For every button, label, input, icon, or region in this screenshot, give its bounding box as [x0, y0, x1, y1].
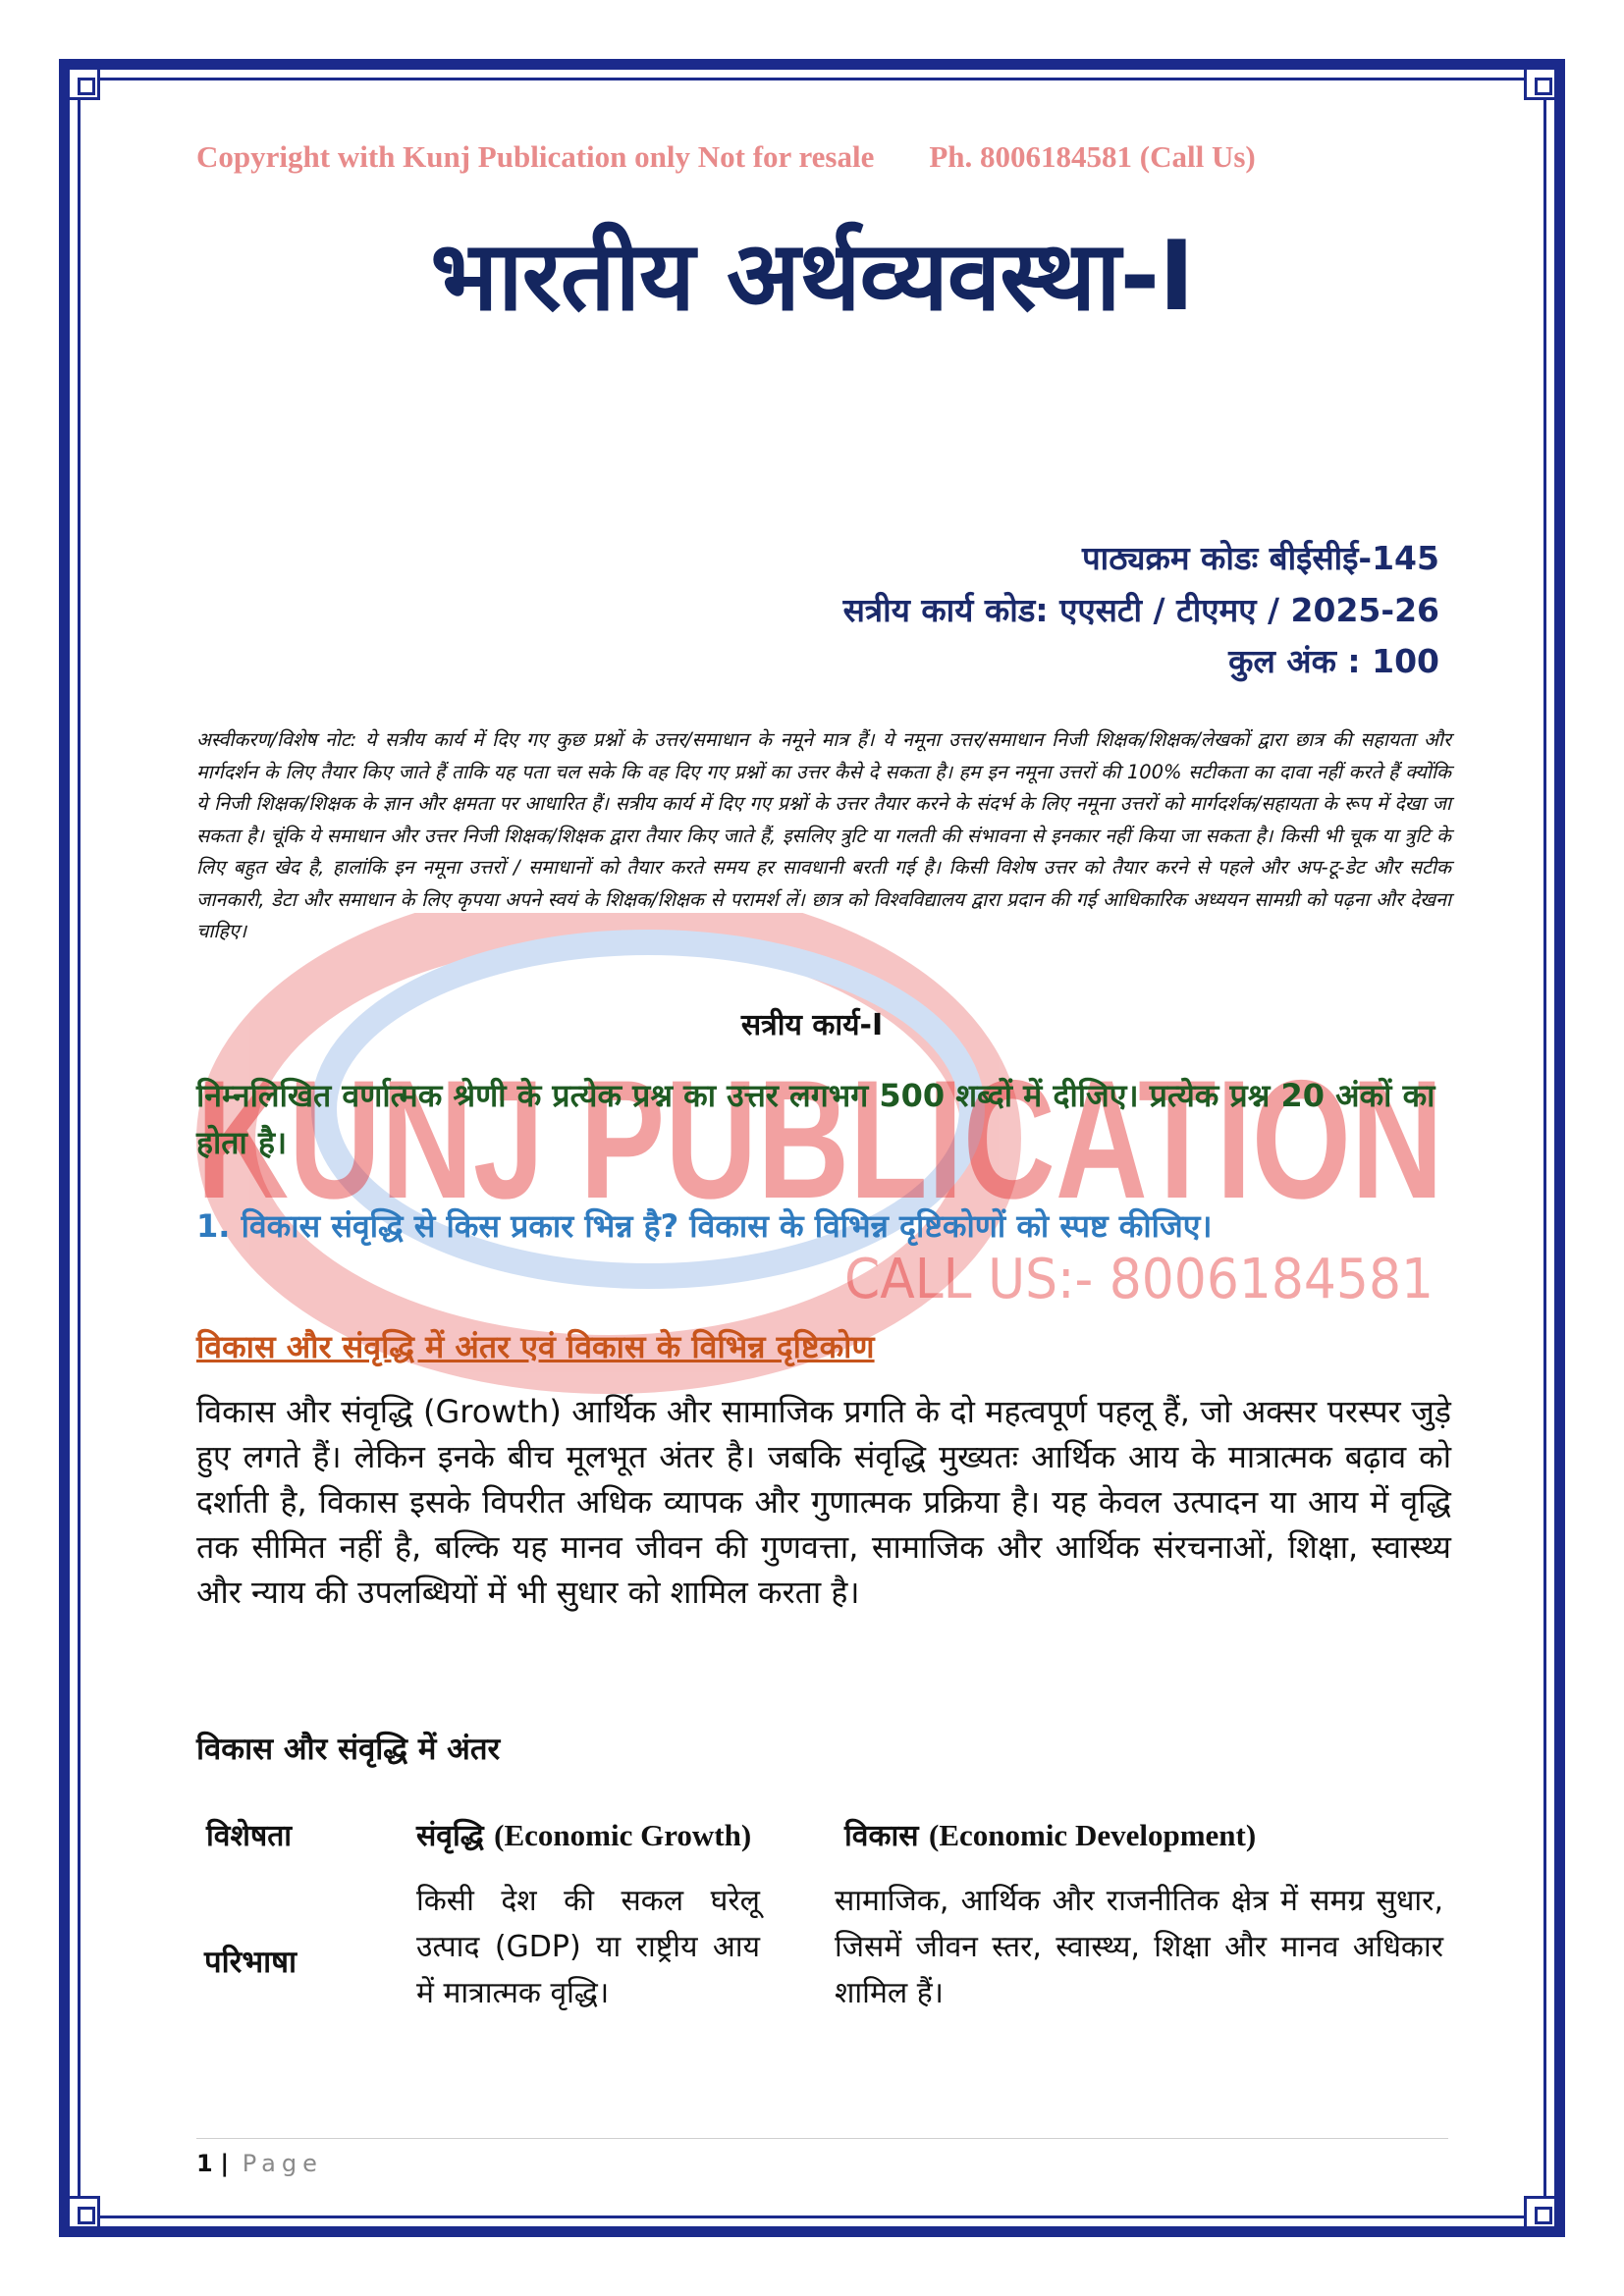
question-1: 1. विकास संवृद्धि से किस प्रकार भिन्न है? विकास के विभिन्न दृष्टिकोणों को स्पष्ट कीजिए। [196, 1207, 1213, 1245]
table-header-growth-hi: संवृद्धि [416, 1819, 484, 1853]
table-header-development [844, 1814, 1256, 1854]
border-corner-ornament [67, 2196, 100, 2229]
border-corner-ornament [67, 67, 100, 100]
footer-separator: | [220, 2150, 230, 2177]
table-row-label-definition: परिभाषा [204, 1945, 298, 1980]
table-header-feature: विशेषता [206, 1819, 293, 1853]
assignment-heading: सत्रीय कार्य-I [740, 1008, 884, 1042]
total-marks: कुल अंक : 100 [1228, 642, 1439, 680]
watermark-call-text: CALL US:- 8006184581 [844, 1248, 1434, 1311]
watermark-brand-text: KUNJ PUBLICATION [196, 1045, 1443, 1234]
page-number: 1 [196, 2150, 213, 2177]
instruction-text: निम्नलिखित वर्णात्मक श्रेणी के प्रत्येक प्रश्न का उत्तर लगभग 500 शब्दों में दीजिए। प्रत्येक प्रश्न 20 अंकों का होता है। [196, 1077, 1435, 1161]
answer-heading: विकास और संवृद्धि में अंतर एवं विकास के विभिन्न दृष्टिकोण [196, 1328, 875, 1365]
table-header-growth [416, 1814, 751, 1854]
table-header-development-hi: विकास [844, 1819, 919, 1853]
phone-text: Ph. 8006184581 (Call Us) [929, 139, 1256, 174]
assignment-code: सत्रीय कार्य कोड: एएसटी / टीएमए / 2025-26 [842, 591, 1439, 629]
border-corner-ornament [1524, 67, 1557, 100]
table-cell-growth-definition: किसी देश की सकल घरेलू उत्पाद (GDP) या राष्ट्रीय आय में मात्रात्मक वृद्धि। [416, 1884, 760, 2010]
page-label: Page [242, 2150, 323, 2177]
table-header-growth-en: (Economic Growth) [494, 1818, 752, 1852]
table-header-development-en: (Economic Development) [929, 1818, 1257, 1852]
border-corner-ornament [1524, 2196, 1557, 2229]
document-title: भारतीय अर्थव्यवस्था-I [430, 221, 1194, 333]
table-cell-development-definition: सामाजिक, आर्थिक और राजनीतिक क्षेत्र में समग्र सुधार, जिसमें जीवन स्तर, स्वास्थ्य, शिक्षा और मानव अधिकार शामिल हैं। [835, 1884, 1443, 2010]
copyright-line [196, 139, 1443, 175]
answer-paragraph: विकास और संवृद्धि (Growth) आर्थिक और सामाजिक प्रगति के दो महत्वपूर्ण पहलू हैं, जो अक्सर परस्पर जुड़े हुए लगते हैं। लेकिन इनके बीच मूलभूत अंतर है। जबकि संवृद्धि मुख्यतः आर्थिक आय के मात्रात्मक बढ़ाव को दर्शाती है, विकास इसके विपरीत अधिक व्यापक और गुणात्मक प्रक्रिया है। यह केवल उत्पादन या आय में वृद्धि तक सीमित नहीं है, बल्कि यह मानव जीवन की गुणवत्ता, सामाजिक और आर्थिक संरचनाओं, शिक्षा, स्वास्थ्य और न्याय की उपलब्धियों में भी सुधार को शामिल करता है। [196, 1393, 1451, 1611]
course-code: पाठ्यक्रम कोडः बीईसीई-145 [1081, 539, 1439, 577]
copyright-text: Copyright with Kunj Publication only Not for resale [196, 139, 875, 174]
footer-divider [196, 2138, 1448, 2139]
comparison-heading: विकास और संवृद्धि में अंतर [196, 1732, 501, 1767]
page-footer [196, 2150, 323, 2177]
disclaimer-note: अस्वीकरण/विशेष नोट: ये सत्रीय कार्य में दिए गए कुछ प्रश्नों के उत्तर/समाधान के नमूने मात्र हैं। ये नमूना उत्तर/समाधान निजी शिक्षक/शिक्षक/लेखकों द्वारा छात्र की सहायता और मार्गदर्शन के लिए तैयार किए जाते हैं ताकि यह पता चल सके कि वह दिए गए प्रश्नों का उत्तर कैसे दे सकता है। हम इन नमूना उत्तरों की 100% सटीकता का दावा नहीं करते हैं क्योंकि ये निजी शिक्षक/शिक्षक के ज्ञान और क्षमता पर आधारित हैं। सत्रीय कार्य में दिए गए प्रश्नों के उत्तर तैयार करने के संदर्भ के लिए नमूना उत्तरों को मार्गदर्शक/सहायता के रूप में देखा जा सकता है। चूंकि ये समाधान और उत्तर निजी शिक्षक/शिक्षक द्वारा तैयार किए जाते हैं, इसलिए त्रुटि या गलती की संभावना से इनकार नहीं किया जा सकता है। किसी भी चूक या त्रुटि के लिए बहुत खेद है, हालांकि इन नमूना उत्तरों / समाधानों को तैयार करते समय हर सावधानी बरती गई है। किसी विशेष उत्तर को तैयार करने से पहले और अप-टू-डेट और सटीक जानकारी, डेटा और समाधान के लिए कृपया अपने स्वयं के शिक्षक/शिक्षक से परामर्श लें। छात्र को विश्वविद्यालय द्वारा प्रदान की गई आधिकारिक अध्ययन सामग्री को पढ़ना और देखना चाहिए। [196, 728, 1451, 942]
